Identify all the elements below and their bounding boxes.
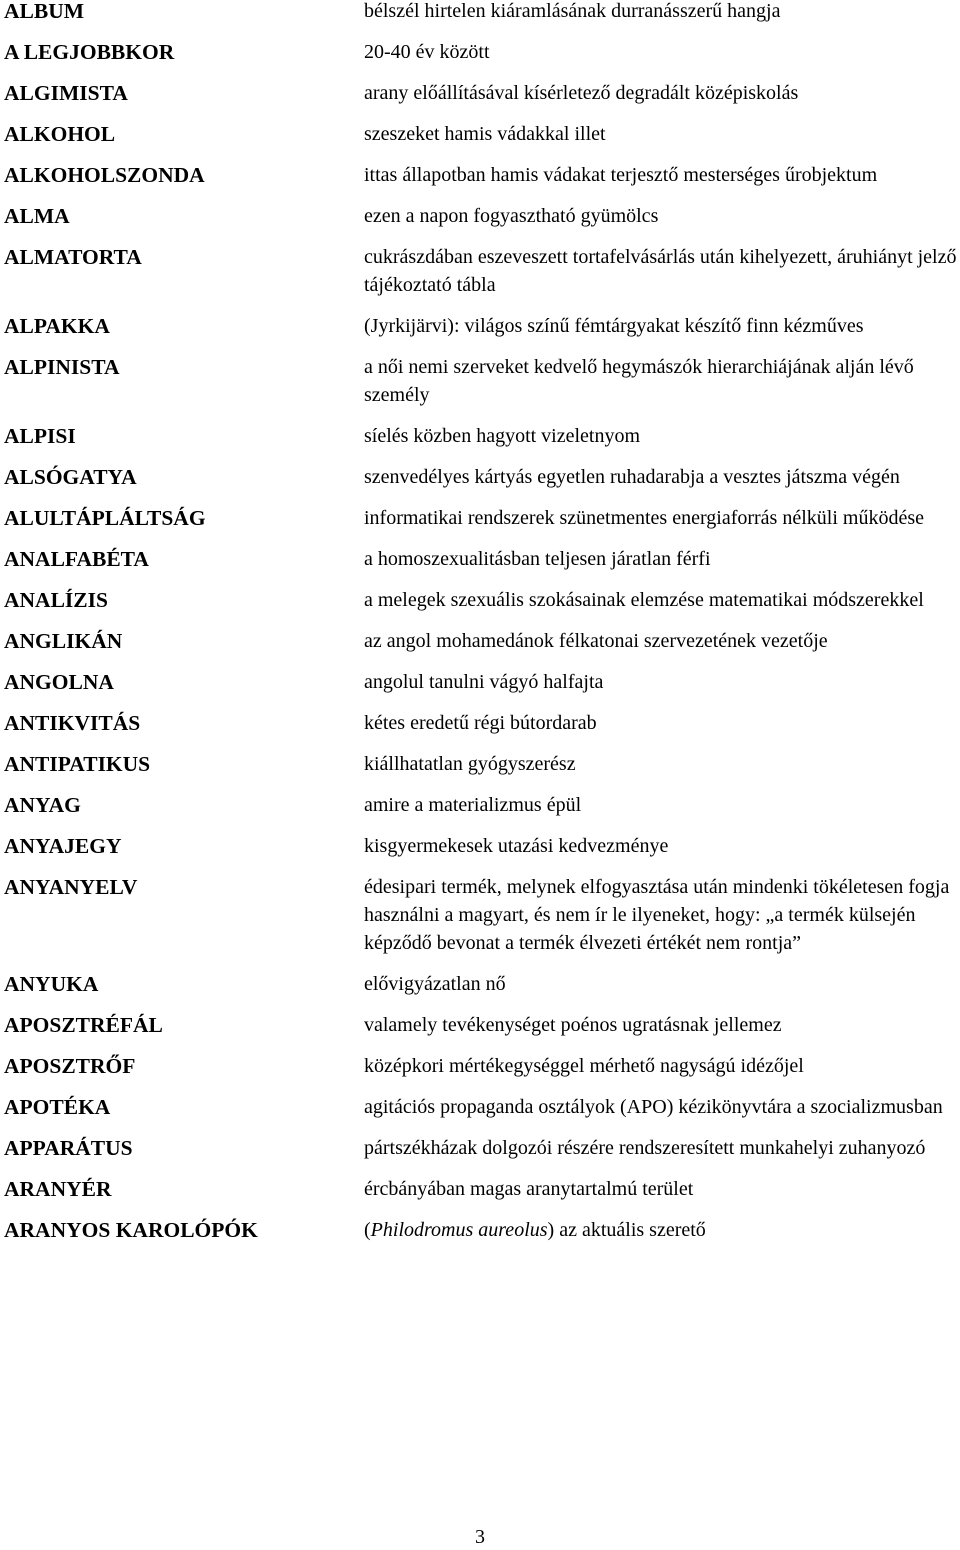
glossary-entry [0,79,960,107]
glossary-entry [0,0,960,25]
entry-definition: ittas állapotban hamis vádakat terjesztő mesterséges űrobjektum [364,164,878,186]
entry-term: ANYAG [4,793,81,817]
glossary-entry [0,545,960,573]
entry-term: ALKOHOLSZONDA [4,163,205,187]
definition-text: az aktuális szerető [559,1219,706,1241]
glossary-entry [0,202,960,230]
entry-definition: az angol mohamedánok félkatonai szervezetének vezetője [364,630,828,652]
entry-definition: agitációs propaganda osztályok (APO) kézikönyvtára a szocializmusban [364,1096,943,1118]
glossary-entry [0,312,960,340]
entry-definition: a homoszexualitásban teljesen járatlan férfi [364,548,711,570]
entry-term: A LEGJOBBKOR [4,40,175,64]
glossary-entry [0,791,960,819]
entry-definition: informatikai rendszerek szünetmentes energiaforrás nélküli működése [364,507,924,529]
entry-term: ANTIKVITÁS [4,711,141,735]
glossary-entry [0,586,960,614]
entry-term: ALKOHOL [4,122,116,146]
glossary-entry [0,627,960,655]
entry-term: ANTIPATIKUS [4,752,151,776]
entry-definition: angolul tanulni vágyó halfajta [364,671,604,693]
glossary-entry [0,353,960,409]
glossary-entry [0,1093,960,1121]
glossary-entry [0,1134,960,1162]
entry-term: ALMA [4,204,70,228]
entry-term: APOSZTRŐF [4,1054,136,1078]
entry-term: ANGOLNA [4,670,114,694]
entry-term: APPARÁTUS [4,1136,133,1160]
entry-term: ANYAJEGY [4,834,122,858]
glossary-entry [0,504,960,532]
glossary-entry [0,709,960,737]
entry-term: ALPAKKA [4,314,110,338]
glossary-entry [0,120,960,148]
glossary-entry [0,873,960,957]
entry-term: ANGLIKÁN [4,629,123,653]
entry-term: APOSZTRÉFÁL [4,1013,163,1037]
entry-definition: kiállhatatlan gyógyszerész [364,753,576,775]
entry-definition: síelés közben hagyott vizeletnyom [364,425,641,447]
glossary-entry [0,38,960,66]
entry-definition: valamely tevékenységet poénos ugratásnak jellemez [364,1014,782,1036]
glossary-entry [0,750,960,778]
entry-definition: kétes eredetű régi bútordarab [364,712,597,734]
entry-term: ARANYOS KAROLÓPÓK [4,1218,258,1242]
entry-definition: a női nemi szerveket kedvelő hegymászók hierarchiájának alján lévő személy [364,356,914,406]
entry-term: ALSÓGATYA [4,465,137,489]
entry-definition: amire a materializmus épül [364,794,582,816]
entry-definition: (Jyrkijärvi): világos színű fémtárgyakat készítő finn kézműves [364,315,864,337]
entry-term: ALPISI [4,424,76,448]
glossary-entry [0,463,960,491]
glossary-entry [0,161,960,189]
entry-definition: középkori mértékegységgel mérhető nagyságú idézőjel [364,1055,804,1077]
glossary-entry [0,970,960,998]
glossary-entry [0,668,960,696]
entry-definition: pártszékházak dolgozói részére rendszeresített munkahelyi zuhanyozó [364,1137,926,1159]
entry-term: ALPINISTA [4,355,120,379]
page-number: 3 [475,1526,485,1548]
entry-definition: 20-40 év között [364,41,490,63]
entry-term: ALMATORTA [4,245,142,269]
glossary-entry [0,1175,960,1203]
entry-term: ANALÍZIS [4,588,108,612]
glossary-entry [0,832,960,860]
entry-definition: szenvedélyes kártyás egyetlen ruhadarabja a vesztes játszma végén [364,466,900,488]
entry-definition: szeszeket hamis vádakkal illet [364,123,606,145]
entry-definition: kisgyermekesek utazási kedvezménye [364,835,669,857]
entry-definition: elővigyázatlan nő [364,973,506,995]
entry-term: ALGIMISTA [4,81,128,105]
entry-definition: édesipari termék, melynek elfogyasztása után mindenki tökéletesen fogja használni a magyart, és nem ír le ilyeneket, hogy: „a termék külsején képződő bevonat a termék élvezeti értékét nem rontja” [364,876,950,954]
entry-term: ANYANYELV [4,875,138,899]
entry-term: ANYUKA [4,972,99,996]
entry-term: ANALFABÉTA [4,547,149,571]
entry-term: APOTÉKA [4,1095,111,1119]
glossary-entry [0,1216,960,1244]
entry-term: ALBUM [4,0,85,23]
glossary-entry [0,422,960,450]
glossary-entry [0,243,960,299]
entry-term: ARANYÉR [4,1177,112,1201]
entry-definition: ezen a napon fogyasztható gyümölcs [364,205,659,227]
entry-definition: (Philodromus aureolus) az aktuális szerető [364,1219,706,1241]
entry-definition: a melegek szexuális szokásainak elemzése matematikai módszerekkel [364,589,924,611]
glossary-entry [0,1011,960,1039]
latin-name: Philodromus aureolus [370,1219,548,1241]
entry-definition: arany előállításával kísérletező degradált középiskolás [364,82,799,104]
glossary-entry [0,1052,960,1080]
entry-term: ALULTÁPLÁLTSÁG [4,506,206,530]
entry-definition: bélszél hirtelen kiáramlásának durranásszerű hangja [364,0,781,22]
entry-definition: ércbányában magas aranytartalmú terület [364,1178,694,1200]
entry-definition: cukrászdában eszeveszett tortafelvásárlás után kihelyezett, áruhiányt jelző tájékoztató tábla [364,246,957,296]
